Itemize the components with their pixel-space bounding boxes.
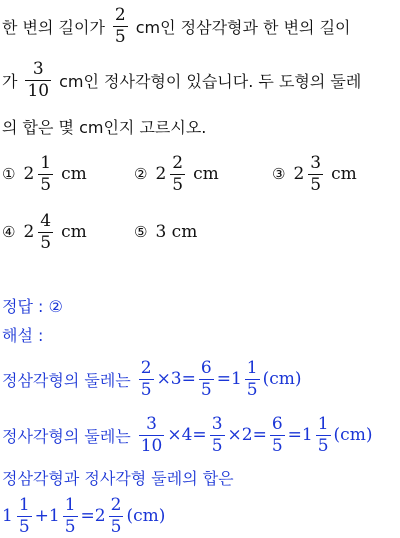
problem-text: cm인 정삼각형과 한 변의 길이 bbox=[135, 17, 351, 37]
square-perimeter-line bbox=[2, 411, 372, 459]
unit: (cm) bbox=[262, 369, 302, 389]
denominator: 10 bbox=[27, 80, 50, 101]
sum-text-line bbox=[2, 466, 234, 488]
fraction bbox=[38, 210, 53, 253]
numerator: 1 bbox=[246, 357, 258, 378]
denominator: 5 bbox=[40, 174, 52, 195]
problem-line-3 bbox=[2, 114, 206, 138]
fraction bbox=[170, 152, 185, 195]
operator: ×4= bbox=[167, 425, 207, 445]
option-4[interactable] bbox=[2, 210, 87, 254]
fraction bbox=[109, 494, 124, 537]
answer-line bbox=[2, 294, 63, 316]
explanation-text: 정사각형의 둘레는 bbox=[2, 426, 131, 446]
denominator: 5 bbox=[200, 379, 212, 400]
fraction bbox=[210, 413, 225, 456]
numerator: 3 bbox=[211, 413, 223, 434]
option-2[interactable] bbox=[134, 152, 219, 196]
operator: =1 bbox=[287, 425, 313, 445]
option-marker: ③ bbox=[272, 165, 286, 183]
option-marker: ④ bbox=[2, 223, 16, 241]
answer-label: 정답 : ② bbox=[2, 296, 63, 316]
unit: cm bbox=[61, 222, 87, 242]
unit: cm bbox=[331, 164, 357, 184]
numerator: 3 bbox=[310, 152, 322, 173]
fraction bbox=[139, 357, 154, 400]
numerator: 1 bbox=[40, 152, 52, 173]
fraction bbox=[17, 494, 32, 537]
denominator: 5 bbox=[211, 435, 223, 456]
problem-text: cm인 정사각형이 있습니다. 두 도형의 둘레 bbox=[59, 71, 362, 91]
problem-line-1 bbox=[2, 4, 351, 48]
unit: cm bbox=[61, 164, 87, 184]
denominator: 5 bbox=[317, 435, 329, 456]
fraction bbox=[63, 494, 78, 537]
numerator: 1 bbox=[18, 494, 30, 515]
denominator: 5 bbox=[271, 435, 283, 456]
problem-text: 한 변의 길이가 bbox=[2, 17, 105, 37]
numerator: 3 bbox=[32, 58, 44, 79]
explanation-text: 정삼각형의 둘레는 bbox=[2, 370, 131, 390]
operator: =1 bbox=[216, 369, 242, 389]
unit: (cm) bbox=[126, 506, 166, 526]
problem-line-2 bbox=[2, 58, 361, 102]
unit: cm bbox=[193, 164, 219, 184]
operator: ×3= bbox=[156, 369, 196, 389]
whole-number: 2 bbox=[23, 222, 35, 242]
numerator: 6 bbox=[200, 357, 212, 378]
fraction bbox=[199, 357, 214, 400]
numerator: 6 bbox=[271, 413, 283, 434]
operator: =2 bbox=[80, 506, 106, 526]
option-5[interactable] bbox=[134, 210, 197, 254]
fraction bbox=[308, 152, 323, 195]
explanation-text: 정삼각형과 정사각형 둘레의 합은 bbox=[2, 468, 234, 488]
numerator: 1 bbox=[64, 494, 76, 515]
whole-number: 1 bbox=[2, 506, 13, 526]
fraction bbox=[38, 152, 53, 195]
option-marker: ⑤ bbox=[134, 223, 148, 241]
whole-number: 2 bbox=[23, 164, 35, 184]
operator: +1 bbox=[34, 506, 60, 526]
denominator: 5 bbox=[140, 379, 152, 400]
explanation-label: 해설 : bbox=[2, 325, 44, 345]
numerator: 3 bbox=[146, 413, 157, 434]
numerator: 4 bbox=[40, 210, 52, 231]
fraction bbox=[245, 357, 260, 400]
denominator: 5 bbox=[172, 174, 184, 195]
whole-number: 2 bbox=[293, 164, 305, 184]
fraction bbox=[270, 413, 285, 456]
fraction bbox=[113, 4, 128, 47]
denominator: 10 bbox=[140, 435, 163, 456]
numerator: 2 bbox=[114, 4, 126, 25]
option-3[interactable] bbox=[272, 152, 357, 196]
denominator: 5 bbox=[110, 516, 122, 537]
numerator: 1 bbox=[317, 413, 329, 434]
whole-number: 2 bbox=[155, 164, 167, 184]
denominator: 5 bbox=[64, 516, 76, 537]
denominator: 5 bbox=[310, 174, 322, 195]
denominator: 5 bbox=[114, 26, 126, 47]
option-marker: ① bbox=[2, 165, 16, 183]
fraction bbox=[25, 58, 51, 101]
fraction bbox=[316, 413, 331, 456]
option-marker: ② bbox=[134, 165, 148, 183]
problem-text: 의 합은 몇 cm인지 고르시오. bbox=[2, 117, 207, 137]
operator: ×2= bbox=[227, 425, 267, 445]
sum-equation-line bbox=[2, 494, 165, 538]
option-value: 3 cm bbox=[155, 222, 198, 242]
numerator: 2 bbox=[110, 494, 122, 515]
unit: (cm) bbox=[333, 425, 373, 445]
denominator: 5 bbox=[40, 232, 52, 253]
fraction bbox=[139, 413, 165, 456]
triangle-perimeter-line bbox=[2, 355, 302, 403]
numerator: 2 bbox=[140, 357, 152, 378]
problem-text: 가 bbox=[2, 71, 18, 91]
denominator: 5 bbox=[246, 379, 258, 400]
explanation-label-line bbox=[2, 323, 43, 345]
numerator: 2 bbox=[172, 152, 184, 173]
denominator: 5 bbox=[18, 516, 30, 537]
option-1[interactable] bbox=[2, 152, 87, 196]
